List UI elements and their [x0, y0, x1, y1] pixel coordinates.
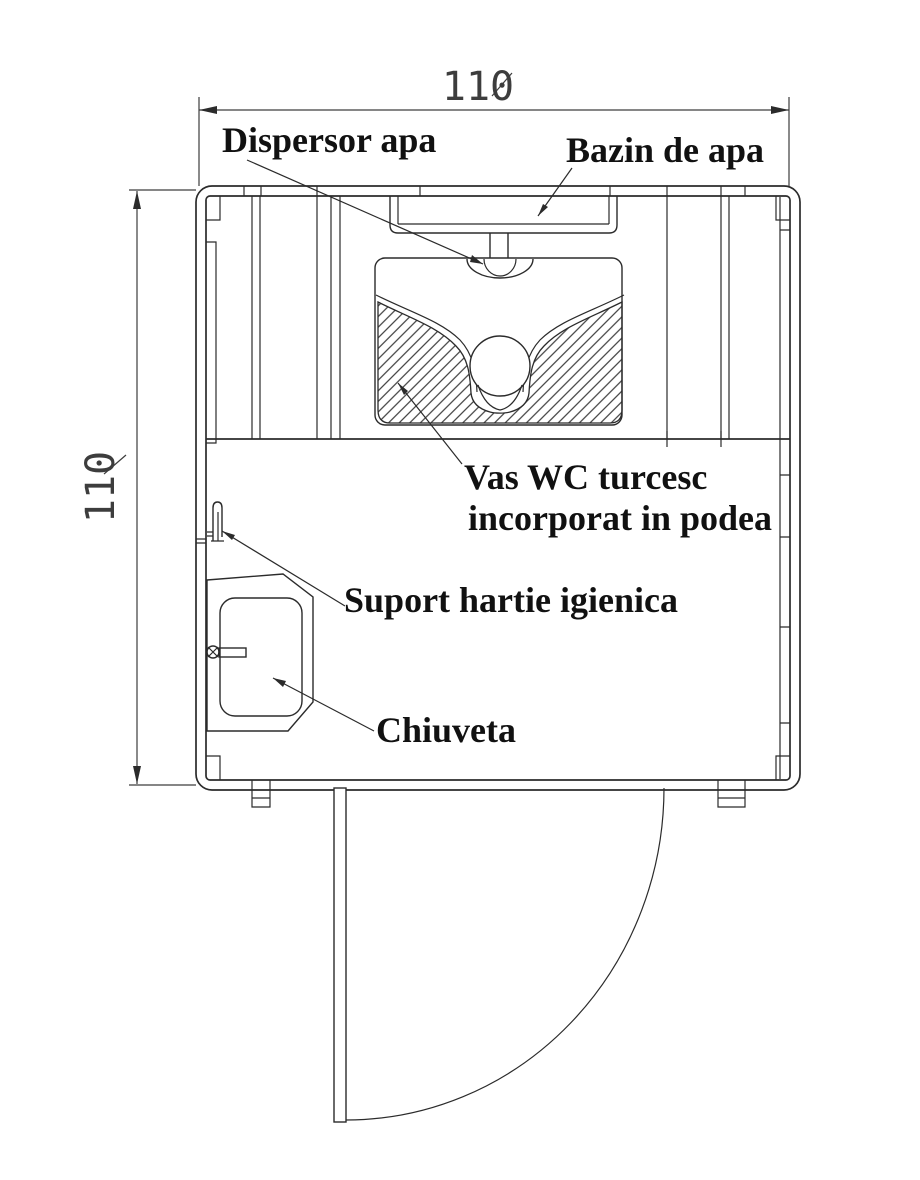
label-suport: Suport hartie igienica [344, 580, 678, 620]
corner-step-bottom-left [206, 756, 220, 780]
dimension-left-arrow-top [133, 191, 141, 209]
leader-suport-arrow [222, 531, 235, 540]
label-vas-line1: Vas WC turcesc [464, 457, 708, 497]
label-bazin: Bazin de apa [566, 130, 765, 170]
water-tank-outline [390, 196, 617, 233]
dimension-top-arrow-left [199, 106, 217, 114]
toilet-paper-holder [207, 502, 224, 541]
sink [207, 574, 313, 731]
dimension-top-arrow-right [771, 106, 789, 114]
left-wall-joint [196, 539, 206, 543]
door-swing-arc [346, 788, 664, 1120]
dimension-left-extension-lines [129, 190, 196, 785]
top-wall-panel-ticks [244, 186, 745, 196]
label-vas-line2: incorporat in podea [468, 498, 773, 538]
dimension-left-value: 110 [78, 450, 124, 524]
squat-toilet [375, 258, 624, 425]
right-wall-joints [780, 230, 790, 723]
right-panel-joints [667, 196, 729, 439]
dimension-top-value: 110 [441, 64, 515, 110]
corner-step-top-left [206, 196, 220, 220]
leader-bazin-arrow [538, 204, 548, 216]
label-chiuveta: Chiuveta [376, 710, 517, 750]
left-panel-joints [252, 196, 340, 439]
left-wall-panel [206, 242, 216, 443]
door [252, 780, 745, 1122]
flush-stem [490, 233, 508, 258]
dimension-left [78, 190, 196, 785]
door-jamb-right [718, 780, 745, 807]
door-leaf [334, 788, 346, 1122]
corner-step-bottom-right [776, 756, 790, 780]
dimension-left-arrow-bottom [133, 766, 141, 784]
water-tank-inner-sides [398, 196, 609, 224]
leader-dispersor [247, 160, 483, 264]
water-tank [390, 196, 617, 258]
corner-step-top-right [776, 196, 790, 220]
label-dispersor: Dispersor apa [222, 120, 437, 160]
door-jamb-left [252, 780, 270, 807]
